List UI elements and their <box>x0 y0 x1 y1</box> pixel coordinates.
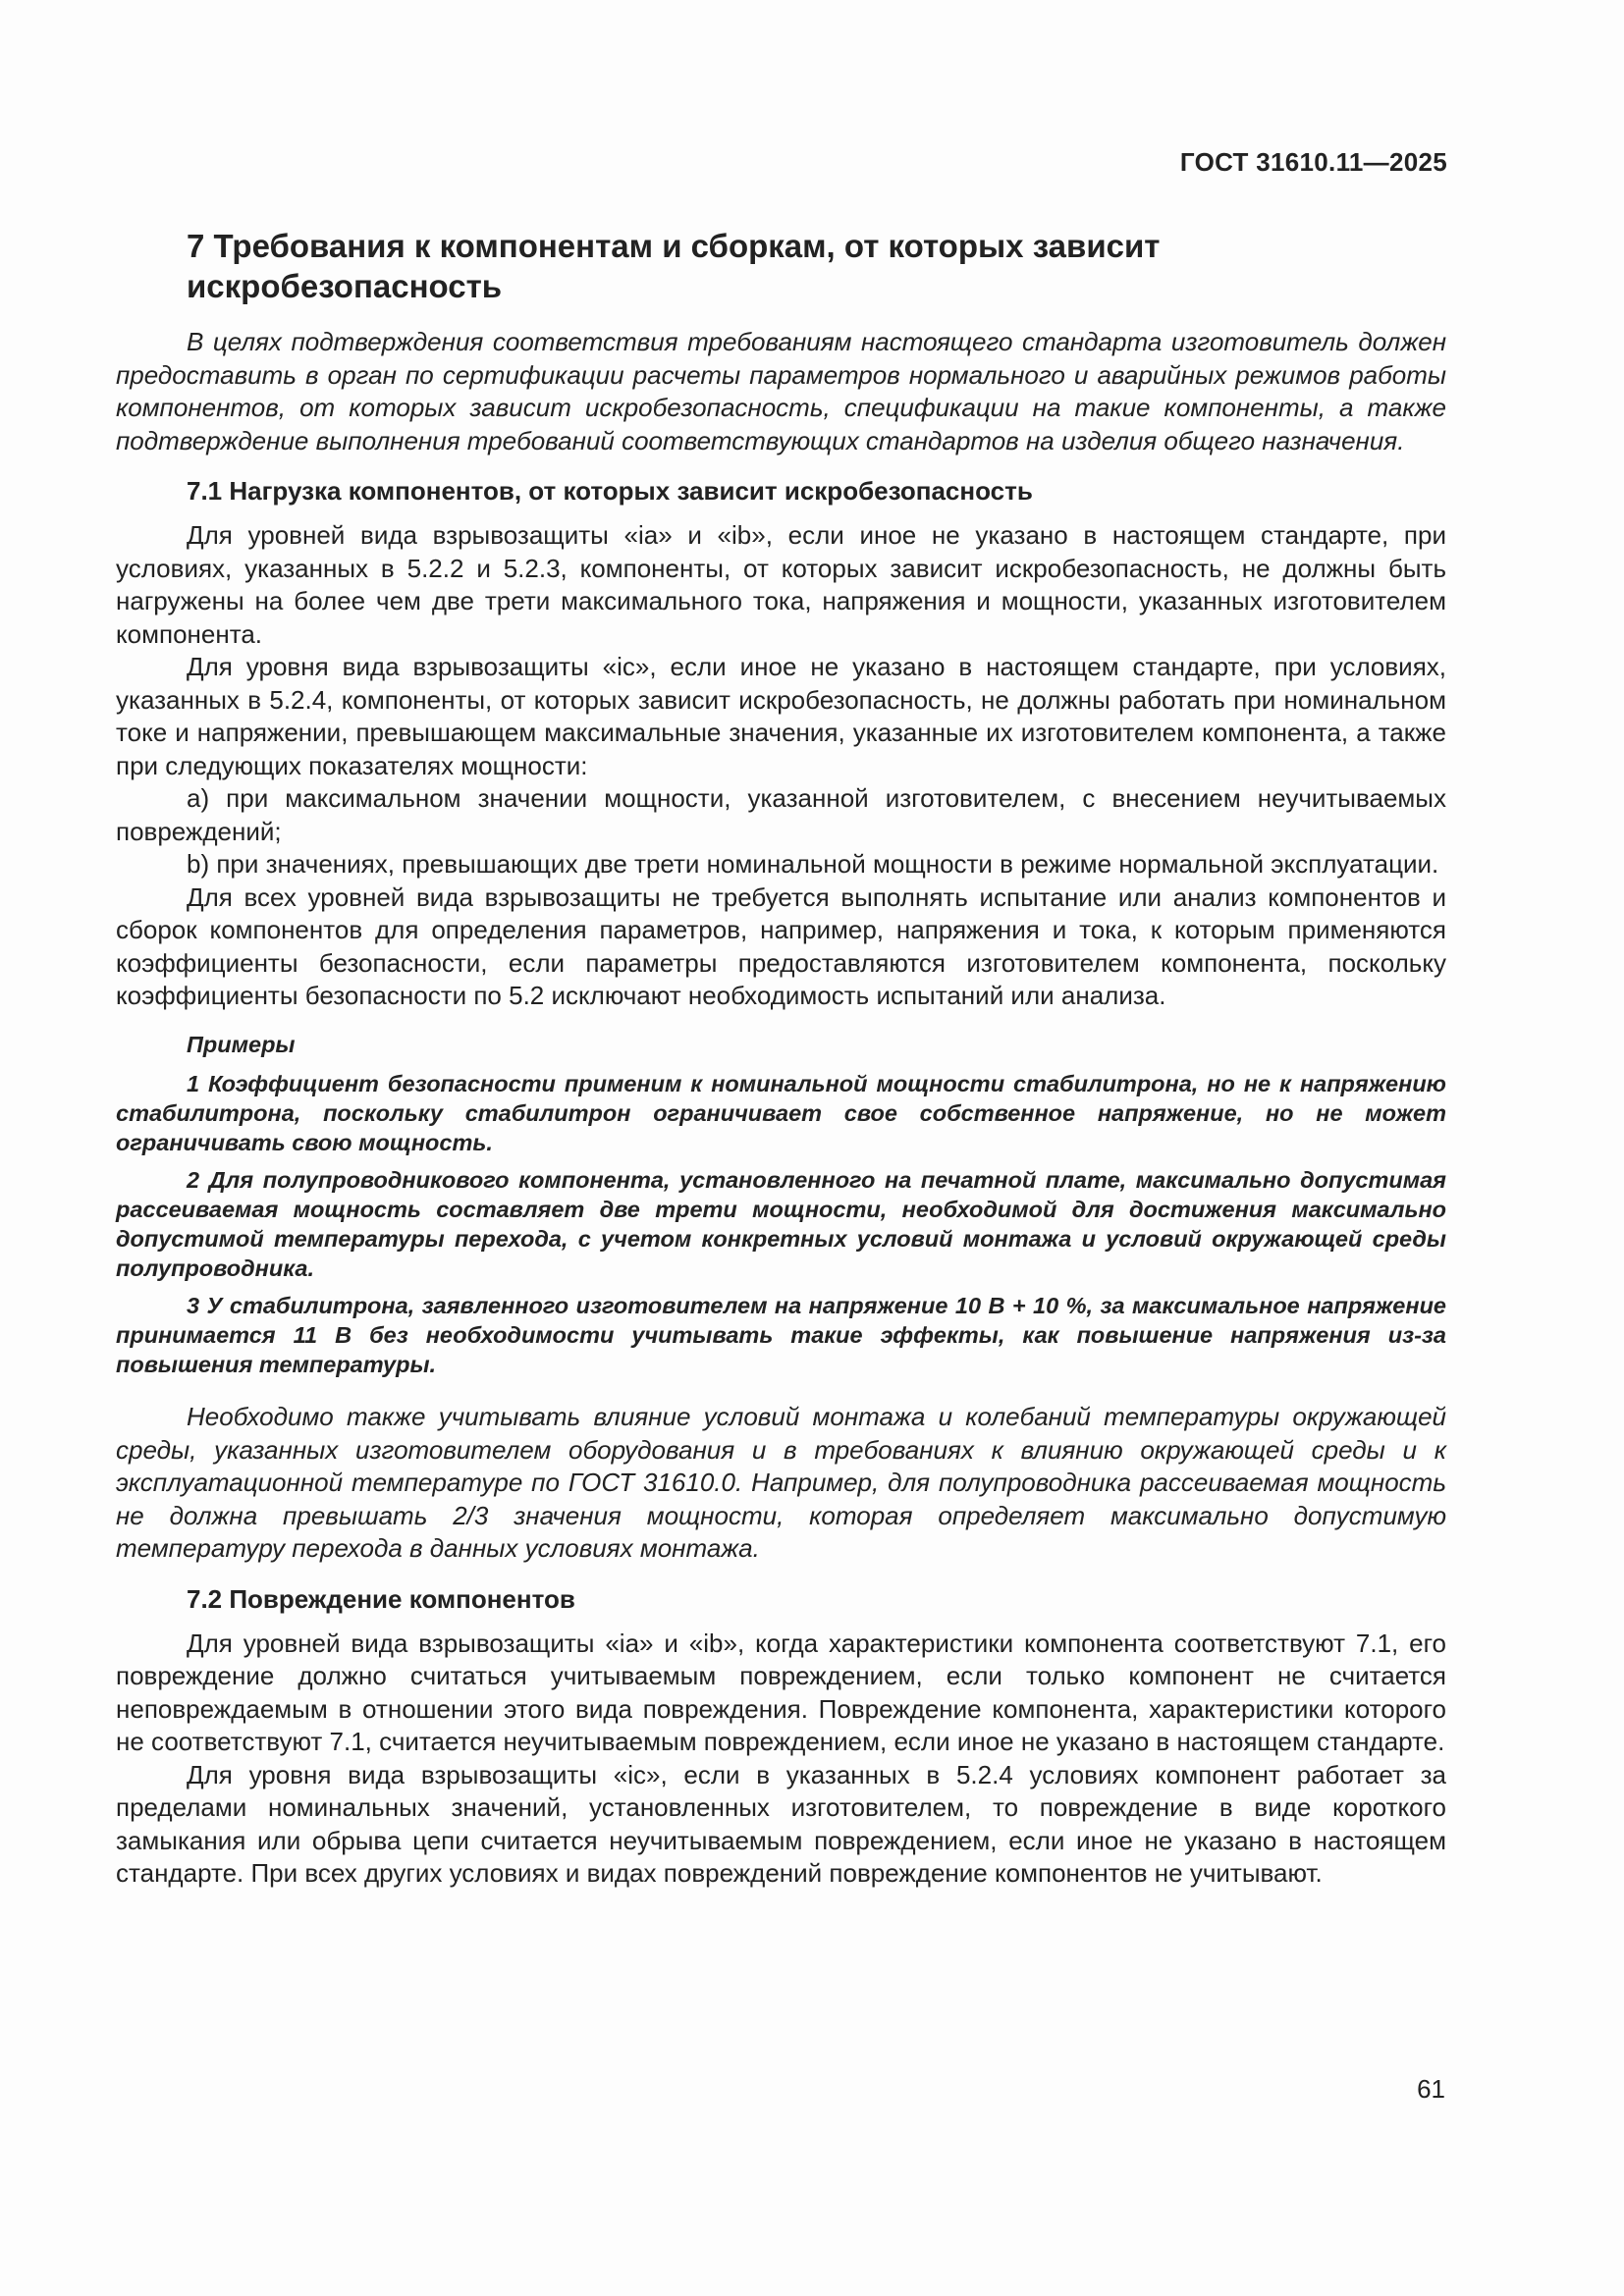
section-7-1-paragraph-2: Для уровня вида взрывозащиты «ic», если иное не указано в настоящем стандарте, при условиях, указанных в 5.2.4, компоненты, от которых зависит искробезопасность, не должны работать при номинальном токе и напряжении, превышающем максимальные значения, указанные их изготовителем компонента, а также при следующих показателях мощности: <box>116 652 1446 780</box>
section-7-2-paragraph-2: Для уровня вида взрывозащиты «ic», если в указанных в 5.2.4 условиях компонент работает за пределами номинальных значений, установленных изготовителем, то повреждение в виде короткого замыкания или обрыва цепи считается неучитываемым повреждением, если иное не указано в настоящем стандарте. При всех других условиях и видах повреждений повреждение компонентов не учитывают. <box>116 1759 1446 1888</box>
example-1: 1 Коэффициент безопасности применим к номинальной мощности стабилитрона, но не к напряжению стабилитрона, поскольку стабилитрон ограничивает свое собственное напряжение, но не может ограничивать свою мощность. <box>116 1071 1446 1155</box>
page-content <box>116 226 1446 1891</box>
section-7-1-closing: Необходимо также учитывать влияние условий монтажа и колебаний температуры окружающей среды, указанных изготовителем оборудования и в требованиях к влиянию окружающей среды и к эксплуатационной температуре по ГОСТ 31610.0. Например, для полупроводника рассеиваемая мощность не должна превышать 2/3 значения мощности, которая определяет максимально допустимую температуру перехода в данных условиях монтажа. <box>116 1402 1446 1563</box>
page-number: 61 <box>1417 2074 1445 2104</box>
section-7-2-title: 7.2 Повреждение компонентов <box>187 1583 575 1614</box>
section-7-1-paragraph-1: Для уровней вида взрывозащиты «ia» и «ib», если иное не указано в настоящем стандарте, при условиях, указанных в 5.2.2 и 5.2.3, компоненты, от которых зависит искробезопасность, не должны быть нагружены на более чем две трети максимального тока, напряжения и мощности, указанных изготовителем компонента. <box>116 520 1446 649</box>
list-item-b: b) при значениях, превышающих две трети номинальной мощности в режиме нормальной эксплуатации. <box>187 849 1439 879</box>
section-7-1-title: 7.1 Нагрузка компонентов, от которых зависит искробезопасность <box>187 476 1033 506</box>
section-7-1-paragraph-3: Для всех уровней вида взрывозащиты не требуется выполнять испытание или анализ компонентов и сборок компонентов для определения параметров, например, напряжения и тока, к которым применяются коэффициенты безопасности, если параметры предоставляются изготовителем компонента, поскольку коэффициенты безопасности по 5.2 исключают необходимость испытаний или анализа. <box>116 881 1446 1010</box>
examples-title: Примеры <box>187 1031 296 1057</box>
example-3: 3 У стабилитрона, заявленного изготовителем на напряжение 10 В + 10 %, за максимальное напряжение принимается 11 В без необходимости учитывать такие эффекты, как повышение напряжения из-за повышения температуры. <box>116 1293 1446 1377</box>
standard-code: ГОСТ 31610.11—2025 <box>1179 147 1447 177</box>
section-7-intro: В целях подтверждения соответствия требованиям настоящего стандарта изготовитель должен предоставить в орган по сертификации расчеты параметров нормального и аварийных режимов работы компонентов, от которых зависит искробезопасность, спецификации на такие компоненты, а также подтверждение выполнения требований соответствующих стандартов на изделия общего назначения. <box>116 327 1446 455</box>
section-7-title: 7 Требования к компонентам и сборкам, от которых зависит искробезопасность <box>187 228 1161 304</box>
examples-block <box>116 1069 1446 1379</box>
list-item-a: a) при максимальном значении мощности, указанной изготовителем, с внесением неучитываемых повреждений; <box>116 783 1446 846</box>
example-2: 2 Для полупроводникового компонента, установленного на печатной плате, максимально допустимая рассеиваемая мощность составляет две трети мощности, необходимой для достижения максимально допустимой температуры перехода, с учетом конкретных условий монтажа и условий окружающей среды полупроводника. <box>116 1167 1446 1281</box>
section-7-2-paragraph-1: Для уровней вида взрывозащиты «ia» и «ib», когда характеристики компонента соответствуют 7.1, его повреждение должно считаться учитываемым повреждением, если только компонент не считается неповреждаемым в отношении этого вида повреждения. Повреждение компонента, характеристики которого не соответствуют 7.1, считается неучитываемым повреждением, если иное не указано в настоящем стандарте. <box>116 1628 1446 1756</box>
